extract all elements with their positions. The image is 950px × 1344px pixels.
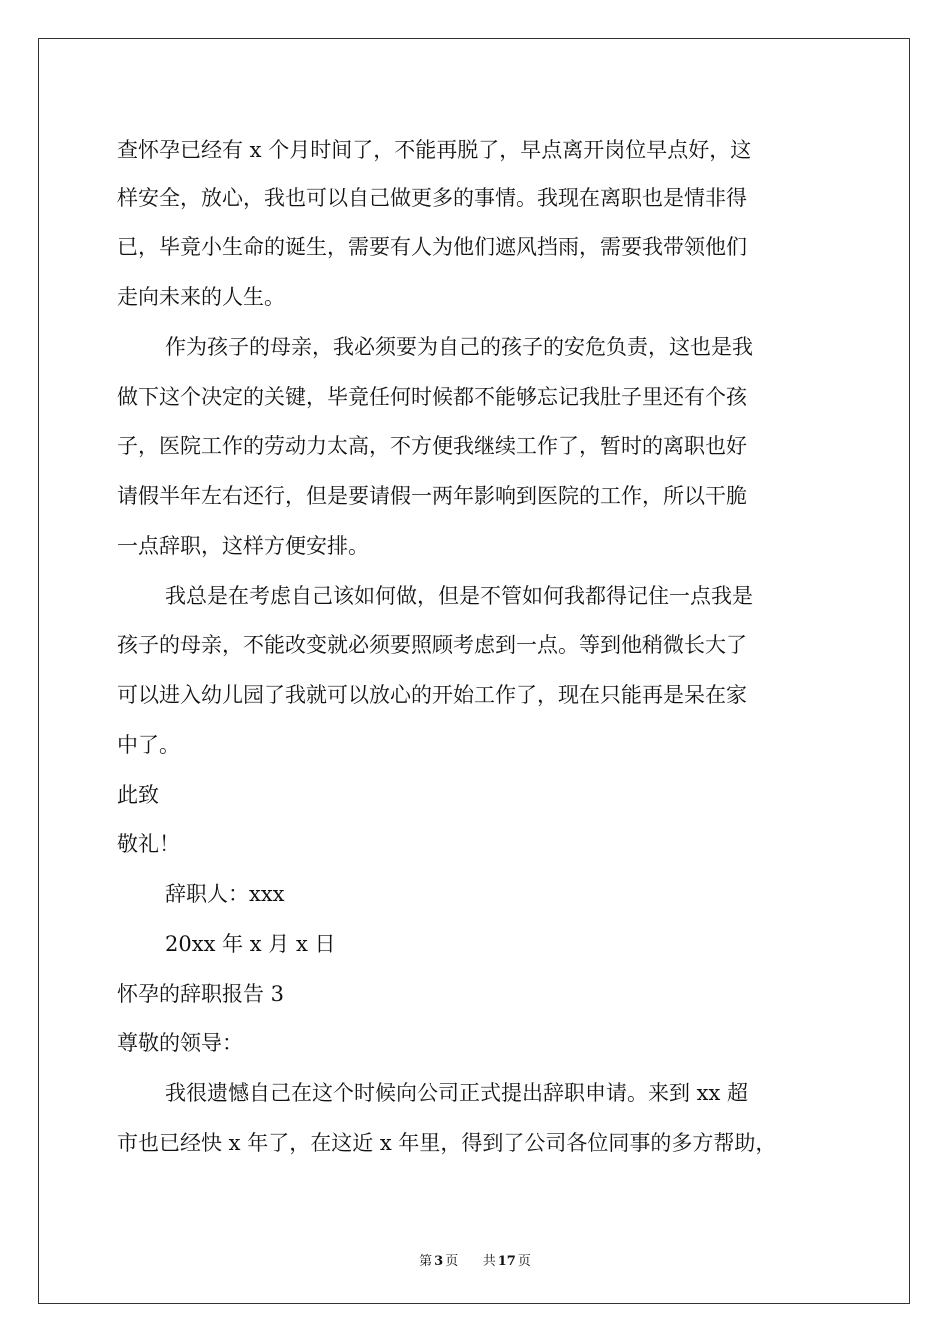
text-line: 市也已经快 x 年了，在这近 x 年里，得到了公司各位同事的多方帮助， [117, 1131, 777, 1155]
total-pages-indicator: 共 17 页 [482, 1254, 531, 1269]
closing-regards: 敬礼！ [117, 832, 180, 856]
signer-line: 辞职人：xxx [165, 882, 285, 906]
page-border [38, 38, 910, 1304]
paragraph-start-line: 我总是在考虑自己该如何做，但是不管如何我都得记住一点我是 [165, 584, 753, 608]
text-line: 一点辞职，这样方便安排。 [117, 534, 369, 558]
text-line: 中了。 [117, 733, 180, 757]
text-line: 样安全，放心，我也可以自己做更多的事情。我现在离职也是情非得 [117, 186, 747, 210]
text-line: 查怀孕已经有 x 个月时间了，不能再脱了，早点离开岗位早点好，这 [117, 138, 752, 162]
greeting: 尊敬的领导： [117, 1031, 243, 1055]
page-footer [0, 1250, 950, 1269]
date-line: 20xx 年 x 月 x 日 [165, 932, 336, 956]
closing-salutation: 此致 [117, 783, 159, 807]
page-indicator: 第 3 页 [419, 1254, 459, 1269]
section-title: 怀孕的辞职报告 3 [117, 982, 285, 1006]
text-line: 做下这个决定的关键，毕竟任何时候都不能够忘记我肚子里还有个孩 [117, 385, 747, 409]
text-line: 已，毕竟小生命的诞生，需要有人为他们遮风挡雨，需要我带领他们 [117, 235, 747, 259]
paragraph-start-line: 作为孩子的母亲，我必须要为自己的孩子的安危负责，这也是我 [165, 335, 753, 359]
text-line: 走向未来的人生。 [117, 285, 285, 309]
text-line: 孩子的母亲，不能改变就必须要照顾考虑到一点。等到他稍微长大了 [117, 633, 747, 657]
text-line: 请假半年左右还行，但是要请假一两年影响到医院的工作，所以干脆 [117, 484, 747, 508]
paragraph-start-line: 我很遗憾自己在这个时候向公司正式提出辞职申请。来到 xx 超 [165, 1081, 749, 1105]
text-line: 子，医院工作的劳动力太高，不方便我继续工作了，暂时的离职也好 [117, 434, 747, 458]
text-line: 可以进入幼儿园了我就可以放心的开始工作了，现在只能再是呆在家 [117, 683, 747, 707]
